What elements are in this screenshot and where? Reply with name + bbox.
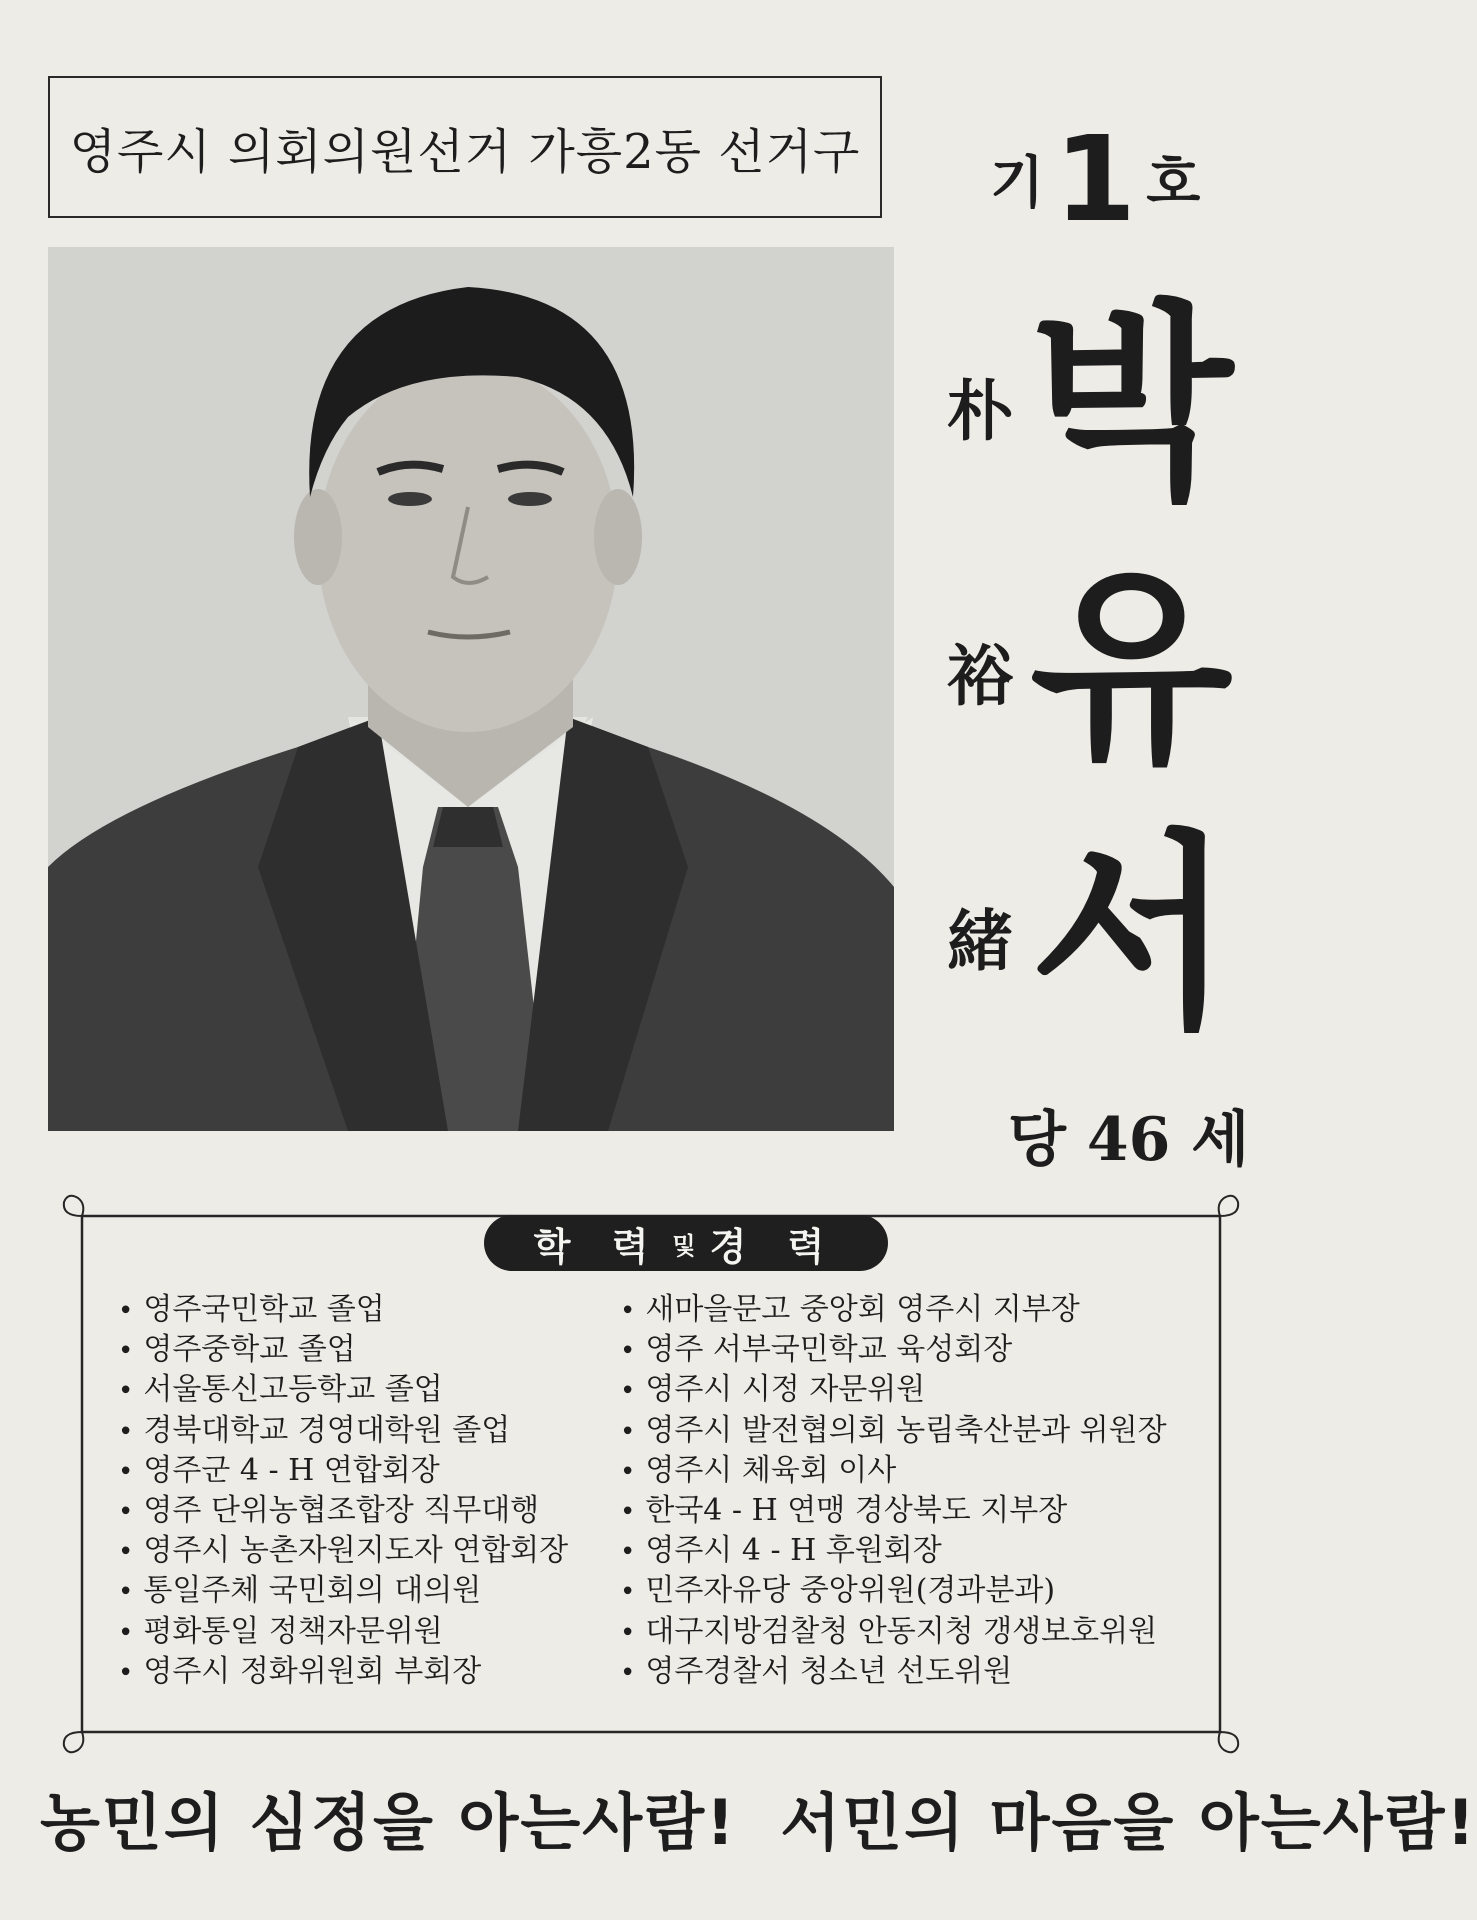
list-item: • 영주시 체육회 이사 — [620, 1451, 1240, 1491]
ballot-number — [990, 110, 1250, 248]
name-hanja-3: 緒 — [947, 902, 1013, 980]
slogan-farmers: 농민의 심정을 아는사람! — [40, 1785, 737, 1859]
list-item: • 영주시 발전협의회 농림축산분과 위원장 — [620, 1411, 1240, 1451]
career-title-education: 학 력 — [533, 1224, 663, 1269]
name-hangul-1: 박 — [1030, 282, 1233, 527]
name-row-3 — [930, 812, 1233, 1057]
name-hanja-1: 朴 — [947, 372, 1013, 450]
ballot-number-value: 1 — [1054, 110, 1137, 248]
list-item: • 영주시 시정 자문위원 — [620, 1370, 1240, 1410]
name-hanja-2: 裕 — [947, 637, 1013, 715]
candidate-photo — [48, 247, 894, 1131]
list-item: • 서울통신고등학교 졸업 — [118, 1370, 618, 1410]
list-item: • 경북대학교 경영대학원 졸업 — [118, 1411, 618, 1451]
name-row-2 — [930, 547, 1233, 792]
name-hangul-3: 서 — [1030, 812, 1233, 1057]
list-item: • 영주국민학교 졸업 — [118, 1290, 618, 1330]
name-row-1 — [930, 282, 1233, 527]
candidate-age: 당 46 세 — [1008, 1105, 1250, 1175]
career-list-left — [118, 1290, 618, 1692]
list-item: • 영주중학교 졸업 — [118, 1330, 618, 1370]
list-item: • 평화통일 정책자문위원 — [118, 1612, 618, 1652]
list-item: • 영주시 4 - H 후원회장 — [620, 1531, 1240, 1571]
ballot-prefix: 기 — [990, 151, 1045, 216]
slogan-citizens: 서민의 마음을 아는사람! — [780, 1785, 1477, 1859]
election-header — [48, 76, 882, 218]
career-list-right — [620, 1290, 1240, 1692]
ballot-suffix: 호 — [1146, 151, 1201, 216]
list-item: • 영주군 4 - H 연합회장 — [118, 1451, 618, 1491]
career-title-experience: 경 력 — [709, 1224, 839, 1269]
list-item: • 영주 단위농협조합장 직무대행 — [118, 1491, 618, 1531]
list-item: • 통일주체 국민회의 대의원 — [118, 1571, 618, 1611]
name-hangul-2: 유 — [1030, 547, 1233, 792]
list-item: • 영주경찰서 청소년 선도위원 — [620, 1652, 1240, 1692]
list-item: • 한국4 - H 연맹 경상북도 지부장 — [620, 1491, 1240, 1531]
career-section-title — [484, 1215, 888, 1271]
list-item: • 영주 서부국민학교 육성회장 — [620, 1330, 1240, 1370]
portrait-illustration — [48, 247, 894, 1131]
list-item: • 영주시 농촌자원지도자 연합회장 — [118, 1531, 618, 1571]
list-item: • 영주시 정화위원회 부회장 — [118, 1652, 618, 1692]
election-title: 영주시 의회의원선거 가흥2동 선거구 — [69, 123, 861, 180]
list-item: • 대구지방검찰청 안동지청 갱생보호위원 — [620, 1612, 1240, 1652]
campaign-slogan — [40, 1762, 1477, 1872]
list-item: • 새마을문고 중앙회 영주시 지부장 — [620, 1290, 1240, 1330]
list-item: • 민주자유당 중앙위원(경과분과) — [620, 1571, 1240, 1611]
career-title-and: 및 — [672, 1231, 700, 1260]
